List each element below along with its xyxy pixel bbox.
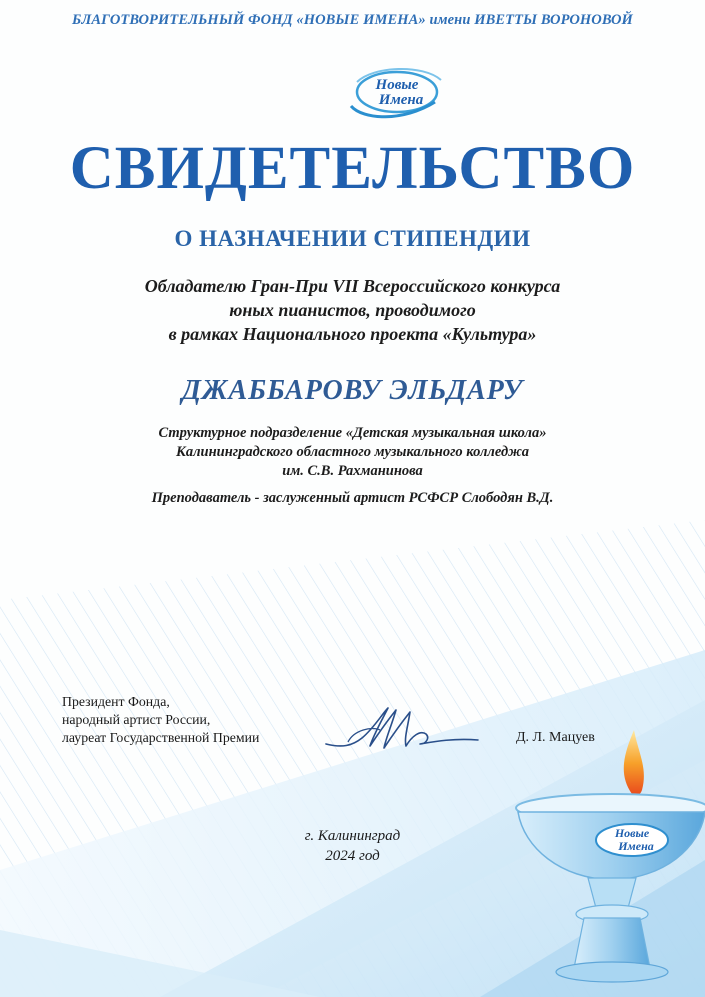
teacher-line: Преподаватель - заслуженный артист РСФСР Слободян В.Д.	[151, 490, 554, 506]
year: 2024 год	[325, 848, 380, 864]
position-line: Президент Фонда,	[62, 694, 170, 709]
president-position	[62, 693, 259, 747]
svg-text:Имена: Имена	[378, 92, 424, 108]
recipient-name: ДЖАББАРОВУ ЭЛЬДАРУ	[181, 375, 524, 406]
new-names-logo-icon	[343, 62, 447, 124]
handwritten-signature	[322, 700, 482, 758]
flame-bowl-icon	[500, 728, 705, 997]
city: г. Калининград	[304, 828, 401, 844]
position-line: лауреат Государственной Премии	[62, 730, 260, 745]
foundation-name: БЛАГОТВОРИТЕЛЬНЫЙ ФОНД «НОВЫЕ ИМЕНА» имени ИВЕТТЫ ВОРОНОВОЙ	[72, 12, 633, 28]
award-line: Обладателю Гран-При VII Всероссийского конкурса	[144, 276, 561, 296]
school-line: Калининградского областного музыкального колледжа	[176, 444, 529, 460]
svg-text:Новые: Новые	[375, 77, 419, 93]
certificate-title: СВИДЕТЕЛЬСТВО	[69, 135, 636, 202]
school-line: Структурное подразделение «Детская музыкальная школа»	[158, 425, 547, 441]
svg-text:Имена: Имена	[618, 839, 654, 853]
signer-name: Д. Л. Мацуев	[516, 730, 595, 745]
school-line: им. С.В. Рахманинова	[282, 463, 423, 479]
award-line: юных пианистов, проводимого	[229, 300, 476, 320]
certificate-subtitle: О НАЗНАЧЕНИИ СТИПЕНДИИ	[174, 226, 531, 251]
award-line: в рамках Национального проекта «Культура»	[168, 324, 537, 344]
school-description	[0, 424, 705, 481]
svg-text:Новые: Новые	[614, 826, 650, 840]
position-line: народный артист России,	[62, 712, 211, 727]
award-description	[0, 274, 705, 346]
